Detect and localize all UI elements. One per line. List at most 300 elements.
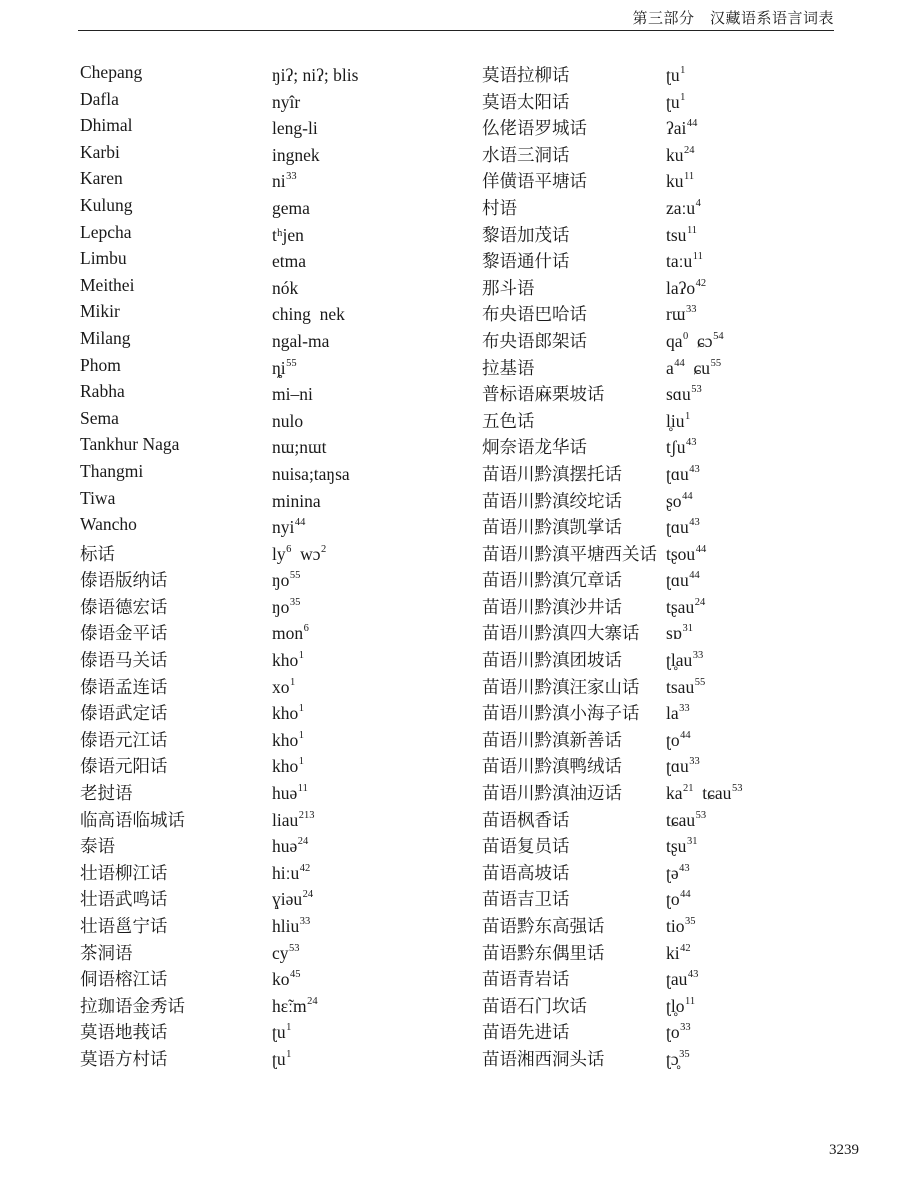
word-form: [666, 623, 693, 644]
form-text: etma: [272, 251, 307, 272]
language-name: 莫语地莪话: [80, 1022, 168, 1043]
list-item: [482, 592, 882, 619]
form-text: ʈɑu: [666, 517, 689, 538]
language-name: Tiwa: [80, 487, 116, 508]
tone-number: 44: [294, 517, 306, 529]
word-form: [272, 677, 295, 698]
word-form: [272, 198, 310, 219]
tone-number: 21: [683, 783, 694, 795]
list-item: [482, 87, 882, 114]
form-text: tʂou: [666, 543, 696, 564]
list-item: [80, 911, 480, 938]
tone-number: 0: [683, 330, 689, 342]
form-text: hliu: [272, 916, 300, 936]
word-form: [272, 1022, 291, 1043]
list-item: [80, 672, 480, 699]
list-item: [482, 432, 882, 459]
word-form: [666, 889, 691, 910]
tone-number: 1: [684, 410, 691, 422]
word-form: [272, 623, 309, 644]
language-name: 茶洞语: [80, 942, 133, 963]
language-name: 苗语复员话: [482, 836, 570, 857]
language-name: 苗语吉卫话: [482, 889, 570, 910]
tone-number: 33: [685, 304, 697, 316]
language-name: 苗语川黔滇冗章话: [482, 570, 622, 591]
tone-number: 11: [684, 171, 695, 183]
tone-number: 42: [695, 277, 707, 289]
word-form: [272, 225, 304, 246]
language-name: 苗语青岩话: [482, 969, 570, 990]
word-form: [666, 863, 690, 884]
tone-number: 11: [692, 251, 703, 263]
language-name: 傣语金平话: [80, 623, 168, 644]
form-text: ʈɑu: [666, 570, 689, 591]
word-form: [666, 225, 697, 246]
word-form: [666, 677, 705, 698]
list-item: [482, 831, 882, 858]
language-name: Sema: [80, 407, 119, 428]
language-name: 傣语德宏话: [80, 596, 168, 617]
list-item: [80, 353, 480, 380]
list-item: [80, 60, 480, 87]
language-name: 侗语榕江话: [80, 969, 168, 990]
list-item: [482, 539, 882, 566]
list-item: [482, 1017, 882, 1044]
language-name: 莫语方村话: [80, 1048, 168, 1069]
word-form: [272, 836, 308, 857]
word-form: [666, 118, 697, 139]
tone-number: 44: [680, 889, 691, 901]
list-item: [80, 805, 480, 832]
language-name: 苗语黔东高强话: [482, 916, 605, 936]
word-form: [272, 171, 297, 192]
word-form: [666, 358, 721, 379]
word-form: [272, 730, 304, 751]
word-form: [666, 916, 695, 937]
list-item: [482, 193, 882, 220]
list-item: [482, 113, 882, 140]
word-form: [272, 92, 300, 113]
language-name: 炯奈语龙华话: [482, 437, 587, 458]
word-form: [272, 996, 318, 1017]
list-item: [80, 751, 480, 778]
language-name: 拉珈语金秀话: [80, 995, 185, 1016]
language-name: 仫佬语罗城话: [482, 118, 587, 139]
form-text: tʃu: [666, 437, 686, 458]
form-text: huə: [272, 836, 298, 857]
tone-number: 1: [286, 1048, 292, 1060]
form-text: mon: [272, 623, 304, 644]
form-text: minina: [272, 490, 321, 511]
language-name: 苗语高坡话: [482, 862, 570, 883]
word-form: [272, 358, 297, 379]
tone-number: 43: [685, 437, 697, 449]
tone-number: 6: [303, 623, 309, 635]
tone-number: 11: [686, 224, 698, 236]
list-item: [80, 220, 480, 247]
list-item: [80, 486, 480, 513]
list-item: [80, 326, 480, 353]
word-form: [272, 756, 304, 777]
form-text: ka: [666, 783, 683, 804]
tone-number: 33: [299, 916, 311, 927]
form-text: qa: [666, 330, 683, 351]
list-item: [482, 140, 882, 167]
form-text: ŋo: [272, 596, 290, 617]
language-name: 普标语麻栗坡话: [482, 384, 605, 405]
word-form: [666, 650, 703, 671]
word-form: [666, 304, 696, 325]
form-text: sɒ: [666, 623, 682, 644]
tone-number: 33: [689, 756, 700, 768]
word-form: [272, 810, 315, 831]
list-item: [482, 645, 882, 672]
form-text: ʈl̥o: [666, 995, 685, 1016]
word-form: [666, 198, 701, 219]
form-text: ɕu: [684, 357, 711, 378]
list-item: [482, 751, 882, 778]
tone-number: 53: [691, 384, 702, 396]
form-text: ɣiəu: [272, 889, 303, 910]
word-form: [666, 491, 693, 512]
language-name: 壮语邕宁话: [80, 916, 168, 936]
form-text: nulo: [272, 410, 304, 431]
word-form: [272, 65, 358, 86]
list-item: [80, 884, 480, 911]
form-text: tʂu: [666, 836, 687, 857]
form-text: leng-li: [272, 118, 318, 139]
form-text: gema: [272, 197, 310, 218]
list-item: [80, 379, 480, 406]
list-item: [482, 964, 882, 991]
form-text: ʈo: [666, 1022, 680, 1043]
form-text: ni: [272, 171, 286, 192]
form-text: l̥iu: [666, 410, 685, 431]
word-form: [272, 943, 300, 964]
list-item: [482, 858, 882, 885]
list-item: [80, 246, 480, 273]
form-text: nuisa;taŋsa: [272, 463, 350, 484]
language-name: 苗语石门坎话: [482, 995, 587, 1016]
language-name: 黎语通什话: [482, 251, 570, 272]
form-text: ʈu: [272, 1048, 286, 1069]
list-item: [80, 964, 480, 991]
tone-number: 1: [680, 65, 686, 76]
form-text: tʂau: [666, 596, 695, 617]
form-text: mi–ni: [272, 384, 313, 405]
tone-number: 24: [307, 995, 318, 1007]
word-form: [666, 92, 685, 113]
form-text: ko: [272, 969, 290, 990]
word-form: [666, 943, 691, 964]
tone-number: 45: [290, 969, 301, 981]
form-text: nók: [272, 277, 299, 298]
word-form: [666, 1022, 691, 1043]
language-name: Limbu: [80, 248, 127, 269]
form-text: nyîr: [272, 91, 301, 112]
word-form: [272, 304, 345, 325]
form-text: ly: [272, 543, 286, 564]
form-text: huə: [272, 783, 298, 804]
language-name: 布央语郎架话: [482, 330, 587, 351]
tone-number: 33: [680, 1022, 691, 1034]
form-text: ku: [666, 144, 684, 165]
form-text: nɯ;nɯt: [272, 437, 327, 458]
word-form: [666, 251, 703, 272]
list-item: [80, 539, 480, 566]
language-name: 傣语马关话: [80, 650, 168, 671]
list-item: [80, 512, 480, 539]
tone-number: 1: [680, 91, 686, 103]
list-item: [80, 166, 480, 193]
form-text: kho: [272, 729, 299, 750]
language-name: 傣语版纳话: [80, 570, 168, 591]
list-item: [80, 698, 480, 725]
list-item: [482, 486, 882, 513]
word-form: [272, 650, 304, 671]
language-name: 莫语拉柳话: [482, 65, 570, 85]
form-text: hiːu: [272, 862, 300, 883]
word-form: [272, 517, 305, 538]
language-name: 苗语川黔滇四大寨话: [482, 623, 640, 644]
form-text: ngal-ma: [272, 330, 330, 351]
language-name: 水语三洞话: [482, 144, 570, 165]
list-item: [482, 618, 882, 645]
word-form: [272, 969, 301, 990]
word-form: [666, 703, 690, 724]
language-name: 布央语巴哈话: [482, 304, 587, 325]
tone-number: 44: [695, 543, 707, 555]
form-text: ʈau: [666, 969, 688, 990]
language-name: 拉基语: [482, 357, 535, 378]
language-name: 苗语川黔滇鸭绒话: [482, 756, 622, 777]
list-item: [482, 1044, 882, 1071]
page-number: 3239: [829, 1142, 859, 1158]
list-item: [80, 273, 480, 300]
list-item: [80, 991, 480, 1018]
language-name: 傣语武定话: [80, 703, 168, 724]
list-item: [482, 725, 882, 752]
form-text: ʈo: [666, 729, 680, 750]
tone-number: 43: [679, 862, 690, 874]
language-name: 苗语黔东偶里话: [482, 942, 605, 963]
list-item: [80, 778, 480, 805]
list-item: [482, 273, 882, 300]
tone-number: 2: [321, 543, 327, 555]
language-name: Milang: [80, 327, 131, 348]
word-form: [666, 331, 724, 352]
language-name: Dafla: [80, 88, 119, 109]
word-form: [666, 969, 698, 990]
form-text: ching nek: [272, 304, 345, 325]
tone-number: 44: [680, 729, 691, 741]
tone-number: 24: [297, 836, 309, 848]
form-text: ȵi: [272, 357, 286, 378]
list-item: [482, 406, 882, 433]
form-text: nyi: [272, 517, 295, 538]
tone-number: 11: [297, 783, 308, 795]
list-item: [482, 326, 882, 353]
list-item: [482, 938, 882, 965]
list-item: [482, 60, 882, 87]
tone-number: 1: [298, 756, 304, 768]
running-header: [78, 0, 834, 32]
word-form: [666, 1049, 690, 1070]
form-text: a: [666, 357, 674, 378]
list-item: [80, 645, 480, 672]
form-text: ʈl̥au: [666, 650, 693, 671]
language-name: 村语: [482, 197, 517, 218]
tone-number: 33: [286, 171, 297, 183]
word-form: [272, 384, 313, 405]
language-name: Dhimal: [80, 115, 133, 136]
tone-number: 31: [682, 623, 693, 635]
header-title: 第三部分 汉藏语系语言词表: [632, 11, 834, 27]
form-text: sɑu: [666, 384, 691, 405]
language-name: 苗语川黔滇摆托话: [482, 463, 622, 484]
form-text: taːu: [666, 251, 693, 272]
word-form: [666, 836, 697, 857]
tone-number: 1: [298, 650, 304, 662]
language-name: 标话: [80, 543, 115, 564]
word-form: [272, 411, 303, 432]
word-form: [272, 251, 306, 272]
form-text: tsau: [666, 676, 695, 697]
tone-number: 42: [680, 942, 691, 954]
list-item: [482, 778, 882, 805]
tone-number: 44: [682, 490, 693, 502]
word-form: [666, 278, 706, 299]
list-item: [482, 246, 882, 273]
list-item: [80, 299, 480, 326]
form-text: ʈɔ̥: [666, 1048, 679, 1069]
word-form: [666, 783, 742, 804]
tone-number: 43: [689, 517, 700, 529]
tone-number: 55: [289, 570, 301, 582]
language-name: 黎语加茂话: [482, 224, 570, 245]
tone-number: 4: [695, 197, 701, 209]
word-form: [272, 437, 326, 458]
tone-number: 55: [694, 676, 706, 688]
form-text: laʔo: [666, 277, 696, 298]
form-text: ʔai: [666, 118, 687, 139]
language-name: 苗语先进话: [482, 1022, 570, 1043]
tone-number: 44: [689, 570, 700, 582]
form-text: ŋiʔ; niʔ; blis: [272, 65, 359, 85]
language-name: 老挝语: [80, 783, 133, 804]
language-name: Kulung: [80, 194, 133, 215]
list-item: [482, 698, 882, 725]
language-name: Rabha: [80, 381, 125, 402]
list-item: [482, 805, 882, 832]
tone-number: 53: [695, 809, 707, 821]
form-text: ʈo: [666, 889, 680, 910]
form-text: ʈu: [666, 91, 680, 112]
language-name: Lepcha: [80, 221, 132, 242]
language-name: 临高语临城话: [80, 809, 185, 830]
language-name: 苗语川黔滇凯掌话: [482, 517, 622, 538]
tone-number: 54: [713, 330, 724, 342]
form-text: kho: [272, 756, 299, 777]
list-item: [80, 831, 480, 858]
tone-number: 24: [694, 596, 706, 608]
word-form: [272, 491, 321, 512]
language-name: 苗语川黔滇平塘西关话: [482, 543, 657, 564]
word-form: [272, 464, 350, 485]
word-form: [666, 464, 700, 485]
word-form: [272, 703, 304, 724]
form-text: wɔ: [291, 543, 321, 564]
language-name: 苗语川黔滇小海子话: [482, 703, 640, 724]
list-item: [482, 220, 882, 247]
word-form: [272, 783, 308, 804]
tone-number: 35: [679, 1048, 690, 1060]
word-form: [666, 756, 700, 777]
list-item: [80, 432, 480, 459]
word-form: [666, 411, 690, 432]
form-text: tɕau: [666, 809, 696, 830]
form-text: kho: [272, 650, 299, 671]
tone-number: 44: [686, 118, 698, 130]
form-text: ʈɑu: [666, 756, 689, 777]
list-item: [482, 672, 882, 699]
tone-number: 55: [286, 357, 297, 369]
list-item: [482, 512, 882, 539]
language-name: Chepang: [80, 62, 143, 82]
word-form: [272, 597, 300, 618]
list-item: [80, 193, 480, 220]
form-text: ʈu: [272, 1022, 286, 1043]
word-form: [272, 278, 298, 299]
list-item: [80, 938, 480, 965]
language-name: 苗语川黔滇团坡话: [482, 650, 622, 671]
form-text: tʰjen: [272, 224, 304, 245]
language-name: 苗语湘西洞头话: [482, 1048, 605, 1069]
language-name: 壮语柳江话: [80, 862, 168, 883]
tone-number: 1: [290, 676, 296, 688]
language-name: 莫语太阳话: [482, 91, 570, 112]
word-form: [272, 889, 313, 910]
tone-number: 1: [286, 1022, 292, 1034]
list-item: [482, 911, 882, 938]
list-item: [80, 87, 480, 114]
tone-number: 11: [684, 995, 696, 1007]
form-text: hɛ̃ːm: [272, 995, 307, 1016]
list-item: [80, 1044, 480, 1071]
tone-number: 53: [731, 783, 743, 795]
language-name: 壮语武鸣话: [80, 889, 168, 910]
language-name: 那斗语: [482, 277, 535, 298]
word-form: [272, 331, 329, 352]
tone-number: 53: [289, 942, 300, 954]
word-form: [272, 1049, 291, 1070]
language-name: Wancho: [80, 514, 137, 535]
list-item: [80, 459, 480, 486]
tone-number: 35: [684, 916, 696, 927]
list-item: [80, 1017, 480, 1044]
word-form: [666, 171, 694, 192]
tone-number: 33: [692, 650, 704, 662]
tone-number: 55: [710, 357, 722, 369]
language-name: 苗语川黔滇汪家山话: [482, 676, 640, 697]
list-item: [482, 379, 882, 406]
list-item: [482, 565, 882, 592]
word-form: [666, 544, 706, 565]
tone-number: 33: [679, 703, 690, 715]
tone-number: 6: [286, 543, 292, 555]
list-item: [80, 725, 480, 752]
word-list-right-column: [482, 60, 882, 1071]
